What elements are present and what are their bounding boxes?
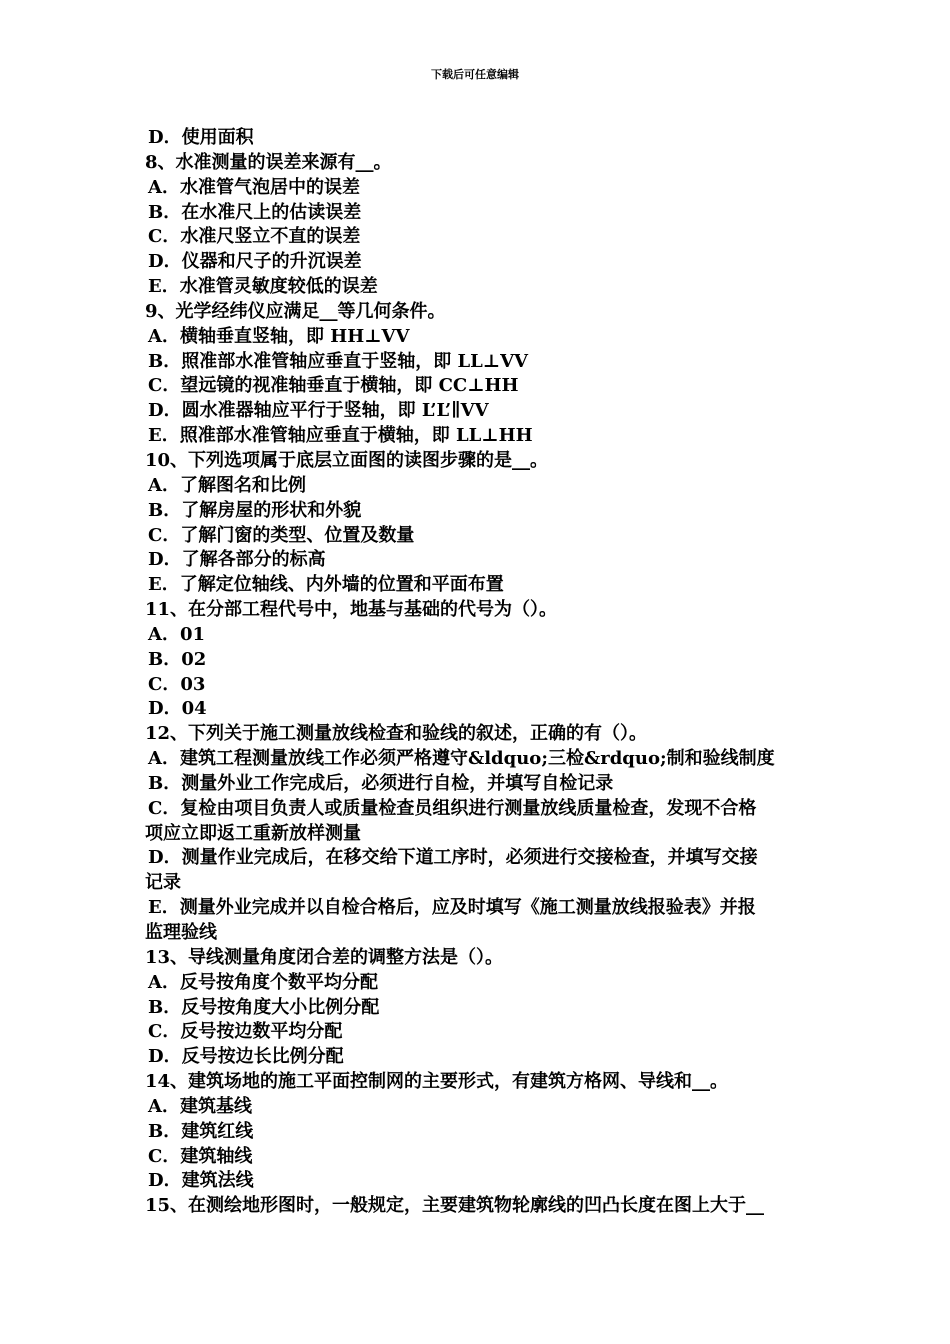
- answer-option-line: A．建筑工程测量放线工作必须严格遵守&ldquo;三检&rdquo;制和验线制度: [148, 748, 775, 770]
- answer-option-line: A．水准管气泡居中的误差: [148, 176, 360, 198]
- answer-option-line: E．了解定位轴线、内外墙的位置和平面布置: [148, 574, 504, 596]
- answer-option-line: B．02: [148, 648, 207, 670]
- question-text-line: 12、下列关于施工测量放线检查和验线的叙述，正确的有（）。: [145, 723, 648, 745]
- answer-option-line: C．水准尺竖立不直的误差: [148, 226, 361, 248]
- answer-option-line: A．横轴垂直竖轴，即 HH⊥VV: [148, 325, 410, 347]
- question-text-line: 项应立即返工重新放样测量: [145, 822, 361, 844]
- answer-option-line: B．照准部水准管轴应垂直于竖轴，即 LL⊥VV: [148, 350, 529, 372]
- answer-option-line: E．测量外业完成并以自检合格后，应及时填写《施工测量放线报验表》并报: [148, 897, 756, 919]
- answer-option-line: D．圆水准器轴应平行于竖轴，即 L’L’∥VV: [148, 400, 489, 422]
- answer-option-line: E．照准部水准管轴应垂直于横轴，即 LL⊥HH: [148, 425, 533, 447]
- question-text-line: 监理验线: [145, 922, 217, 943]
- answer-option-line: B．了解房屋的形状和外貌: [148, 499, 362, 521]
- answer-option-line: C．望远镜的视准轴垂直于横轴，即 CC⊥HH: [148, 375, 519, 397]
- question-text-line: 11、在分部工程代号中，地基与基础的代号为（）。: [145, 599, 558, 621]
- document-body: [145, 126, 810, 1219]
- answer-option-line: B．在水准尺上的估读误差: [148, 201, 362, 223]
- question-text-line: 9、光学经纬仪应满足__等几何条件。: [145, 300, 446, 322]
- answer-option-line: D．建筑法线: [148, 1170, 254, 1192]
- answer-option-line: B．反号按角度大小比例分配: [148, 996, 380, 1018]
- answer-option-line: D．了解各部分的标高: [148, 549, 326, 571]
- answer-option-line: B．测量外业工作完成后，必须进行自检，并填写自检记录: [148, 772, 614, 794]
- answer-option-line: D．反号按边长比例分配: [148, 1046, 344, 1068]
- answer-option-line: C．了解门窗的类型、位置及数量: [148, 524, 415, 546]
- answer-option-line: C．建筑轴线: [148, 1145, 253, 1167]
- question-text-line: 14、建筑场地的施工平面控制网的主要形式，有建筑方格网、导线和__。: [145, 1071, 729, 1093]
- answer-option-line: C．复检由项目负责人或质量检查员组织进行测量放线质量检查，发现不合格: [148, 797, 757, 819]
- question-text-line: 8、水准测量的误差来源有__。: [145, 151, 392, 173]
- answer-option-line: C．03: [148, 673, 206, 695]
- page-header-note: 下载后可任意编辑: [431, 68, 519, 81]
- question-text-line: 记录: [145, 872, 181, 894]
- answer-option-line: D．仪器和尺子的升沉误差: [148, 251, 362, 273]
- answer-option-line: A．了解图名和比例: [148, 474, 306, 496]
- answer-option-line: D．使用面积: [148, 127, 254, 148]
- question-text-line: 13、导线测量角度闭合差的调整方法是（）。: [145, 946, 504, 968]
- answer-option-line: A．01: [148, 623, 206, 645]
- answer-option-line: D．04: [148, 698, 207, 720]
- answer-option-line: D．测量作业完成后，在移交给下道工序时，必须进行交接检查，并填写交接: [148, 847, 758, 869]
- answer-option-line: A．建筑基线: [148, 1095, 252, 1117]
- question-text-line: 10、下列选项属于底层立面图的读图步骤的是__。: [145, 449, 549, 471]
- answer-option-line: B．建筑红线: [148, 1120, 254, 1142]
- answer-option-line: A．反号按角度个数平均分配: [148, 971, 378, 993]
- answer-option-line: C．反号按边数平均分配: [148, 1021, 343, 1043]
- question-text-line: 15、在测绘地形图时，一般规定，主要建筑物轮廓线的凹凸长度在图上大于__: [145, 1195, 765, 1217]
- answer-option-line: E．水准管灵敏度较低的误差: [148, 276, 378, 298]
